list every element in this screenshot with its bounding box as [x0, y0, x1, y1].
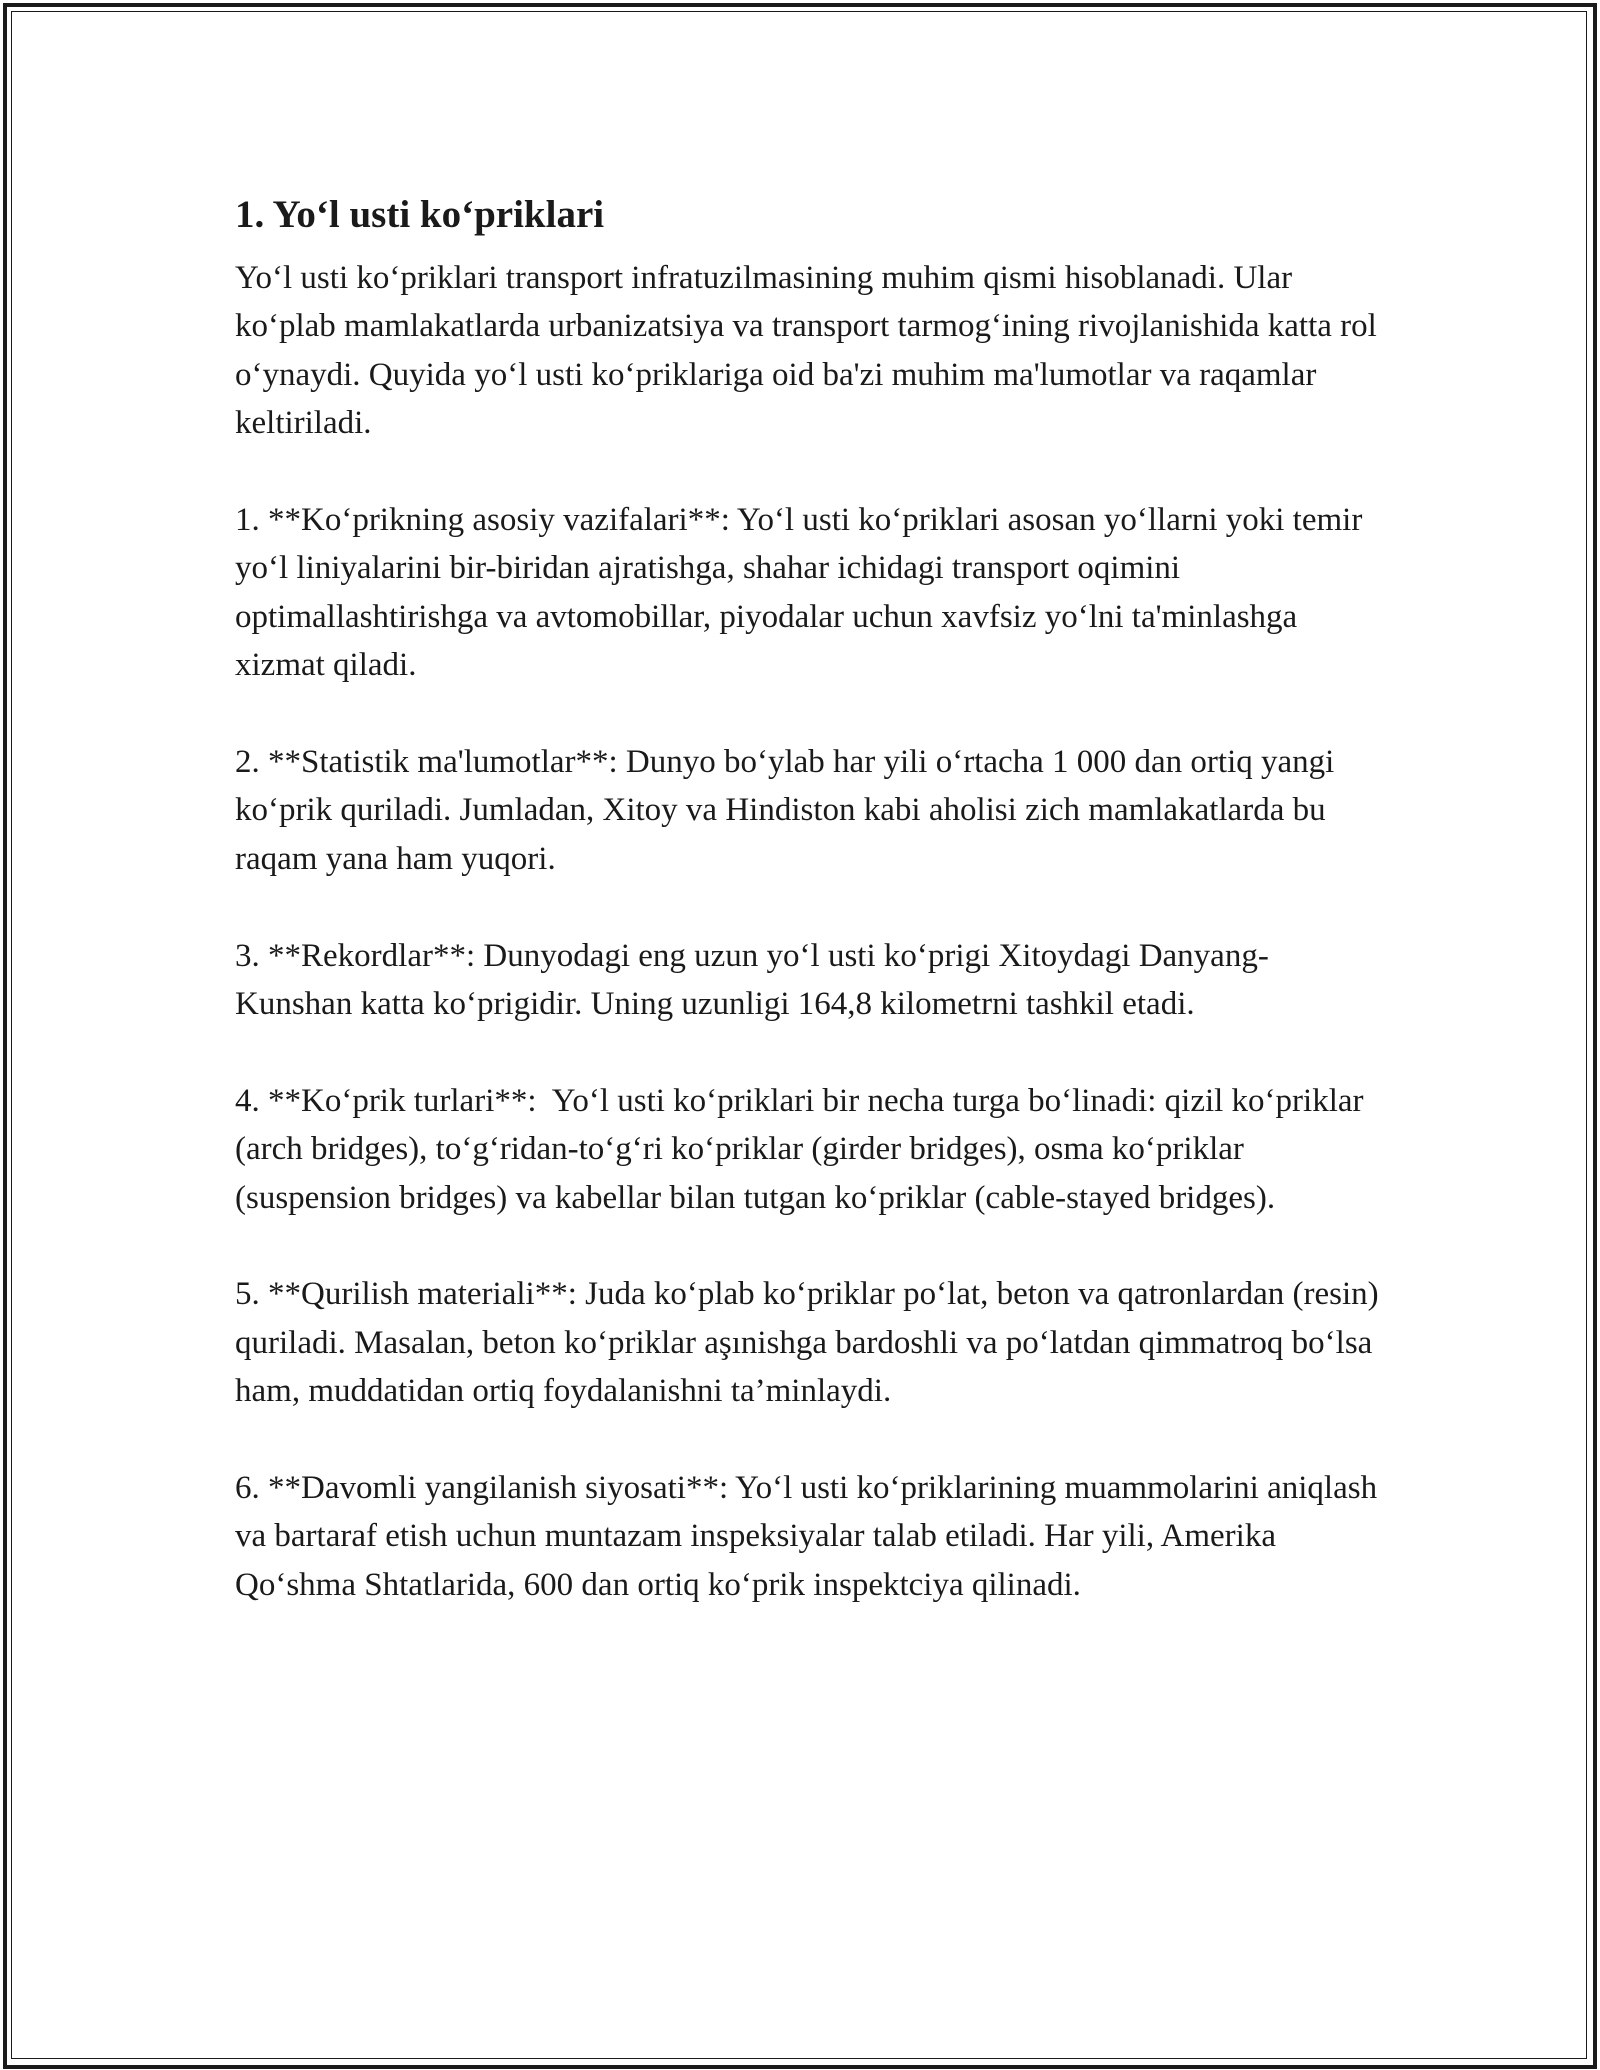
list-item: 5. **Qurilish materiali**: Juda ko‘plab ko‘priklar po‘lat, beton va qatronlardan (resin) quriladi. Masalan, beton ko‘priklar aşınishga bardoshli va po‘latdan qimmatroq bo‘lsa ham, muddatidan ortiq foydalanishni ta’minlaydi.	[235, 1276, 1387, 1410]
intro-paragraph: Yo‘l usti ko‘priklari transport infratuzilmasining muhim qismi hisoblanadi. Ular ko‘plab mamlakatlarda urbanizatsiya va transport tarmog‘ining rivojlanishida katta rol o‘ynaydi. Quyida yo‘l usti ko‘priklariga oid ba'zi muhim ma'lumotlar va raqamlar keltiriladi.	[235, 260, 1386, 442]
list-item: 1. **Ko‘prikning asosiy vazifalari**: Yo‘l usti ko‘priklari asosan yo‘llarni yoki temir yo‘l liniyalarini bir-biridan ajratishga, shahar ichidagi transport oqimini optimallashtirishga va avtomobillar, piyodalar uchun xavfsiz yo‘lni ta'minlashga xizmat qiladi.	[235, 502, 1371, 684]
document-title: 1. Yo‘l usti ko‘priklari	[235, 193, 605, 236]
list-item: 2. **Statistik ma'lumotlar**: Dunyo bo‘ylab har yili o‘rtacha 1 000 dan ortiq yangi ko‘prik quriladi. Jumladan, Xitoy va Hindiston kabi aholisi zich mamlakatlarda bu raqam yana ham yuqori.	[235, 744, 1343, 877]
list-item: 3. **Rekordlar**: Dunyodagi eng uzun yo‘l usti ko‘prigi Xitoydagi Danyang-Kunshan katta ko‘prigidir. Uning uzunligi 164,8 kilometrni tashkil etadi.	[235, 937, 1269, 1023]
list-item: 4. **Ko‘prik turlari**: Yo‘l usti ko‘priklari bir necha turga bo‘linadi: qizil ko‘priklar (arch bridges), to‘g‘ridan-to‘g‘ri ko‘priklar (girder bridges), osma ko‘priklar (suspension bridges) va kabellar bilan tutgan ko‘priklar (cable-stayed bridges).	[235, 1082, 1372, 1216]
list-item: 6. **Davomli yangilanish siyosati**: Yo‘l usti ko‘priklarining muammolarini aniqlash va bartaraf etish uchun muntazam inspeksiyalar talab etiladi. Har yili, Amerika Qo‘shma Shtatlarida, 600 dan ortiq ko‘prik inspektciya qilinadi.	[235, 1470, 1386, 1603]
document-body	[235, 186, 1385, 1609]
